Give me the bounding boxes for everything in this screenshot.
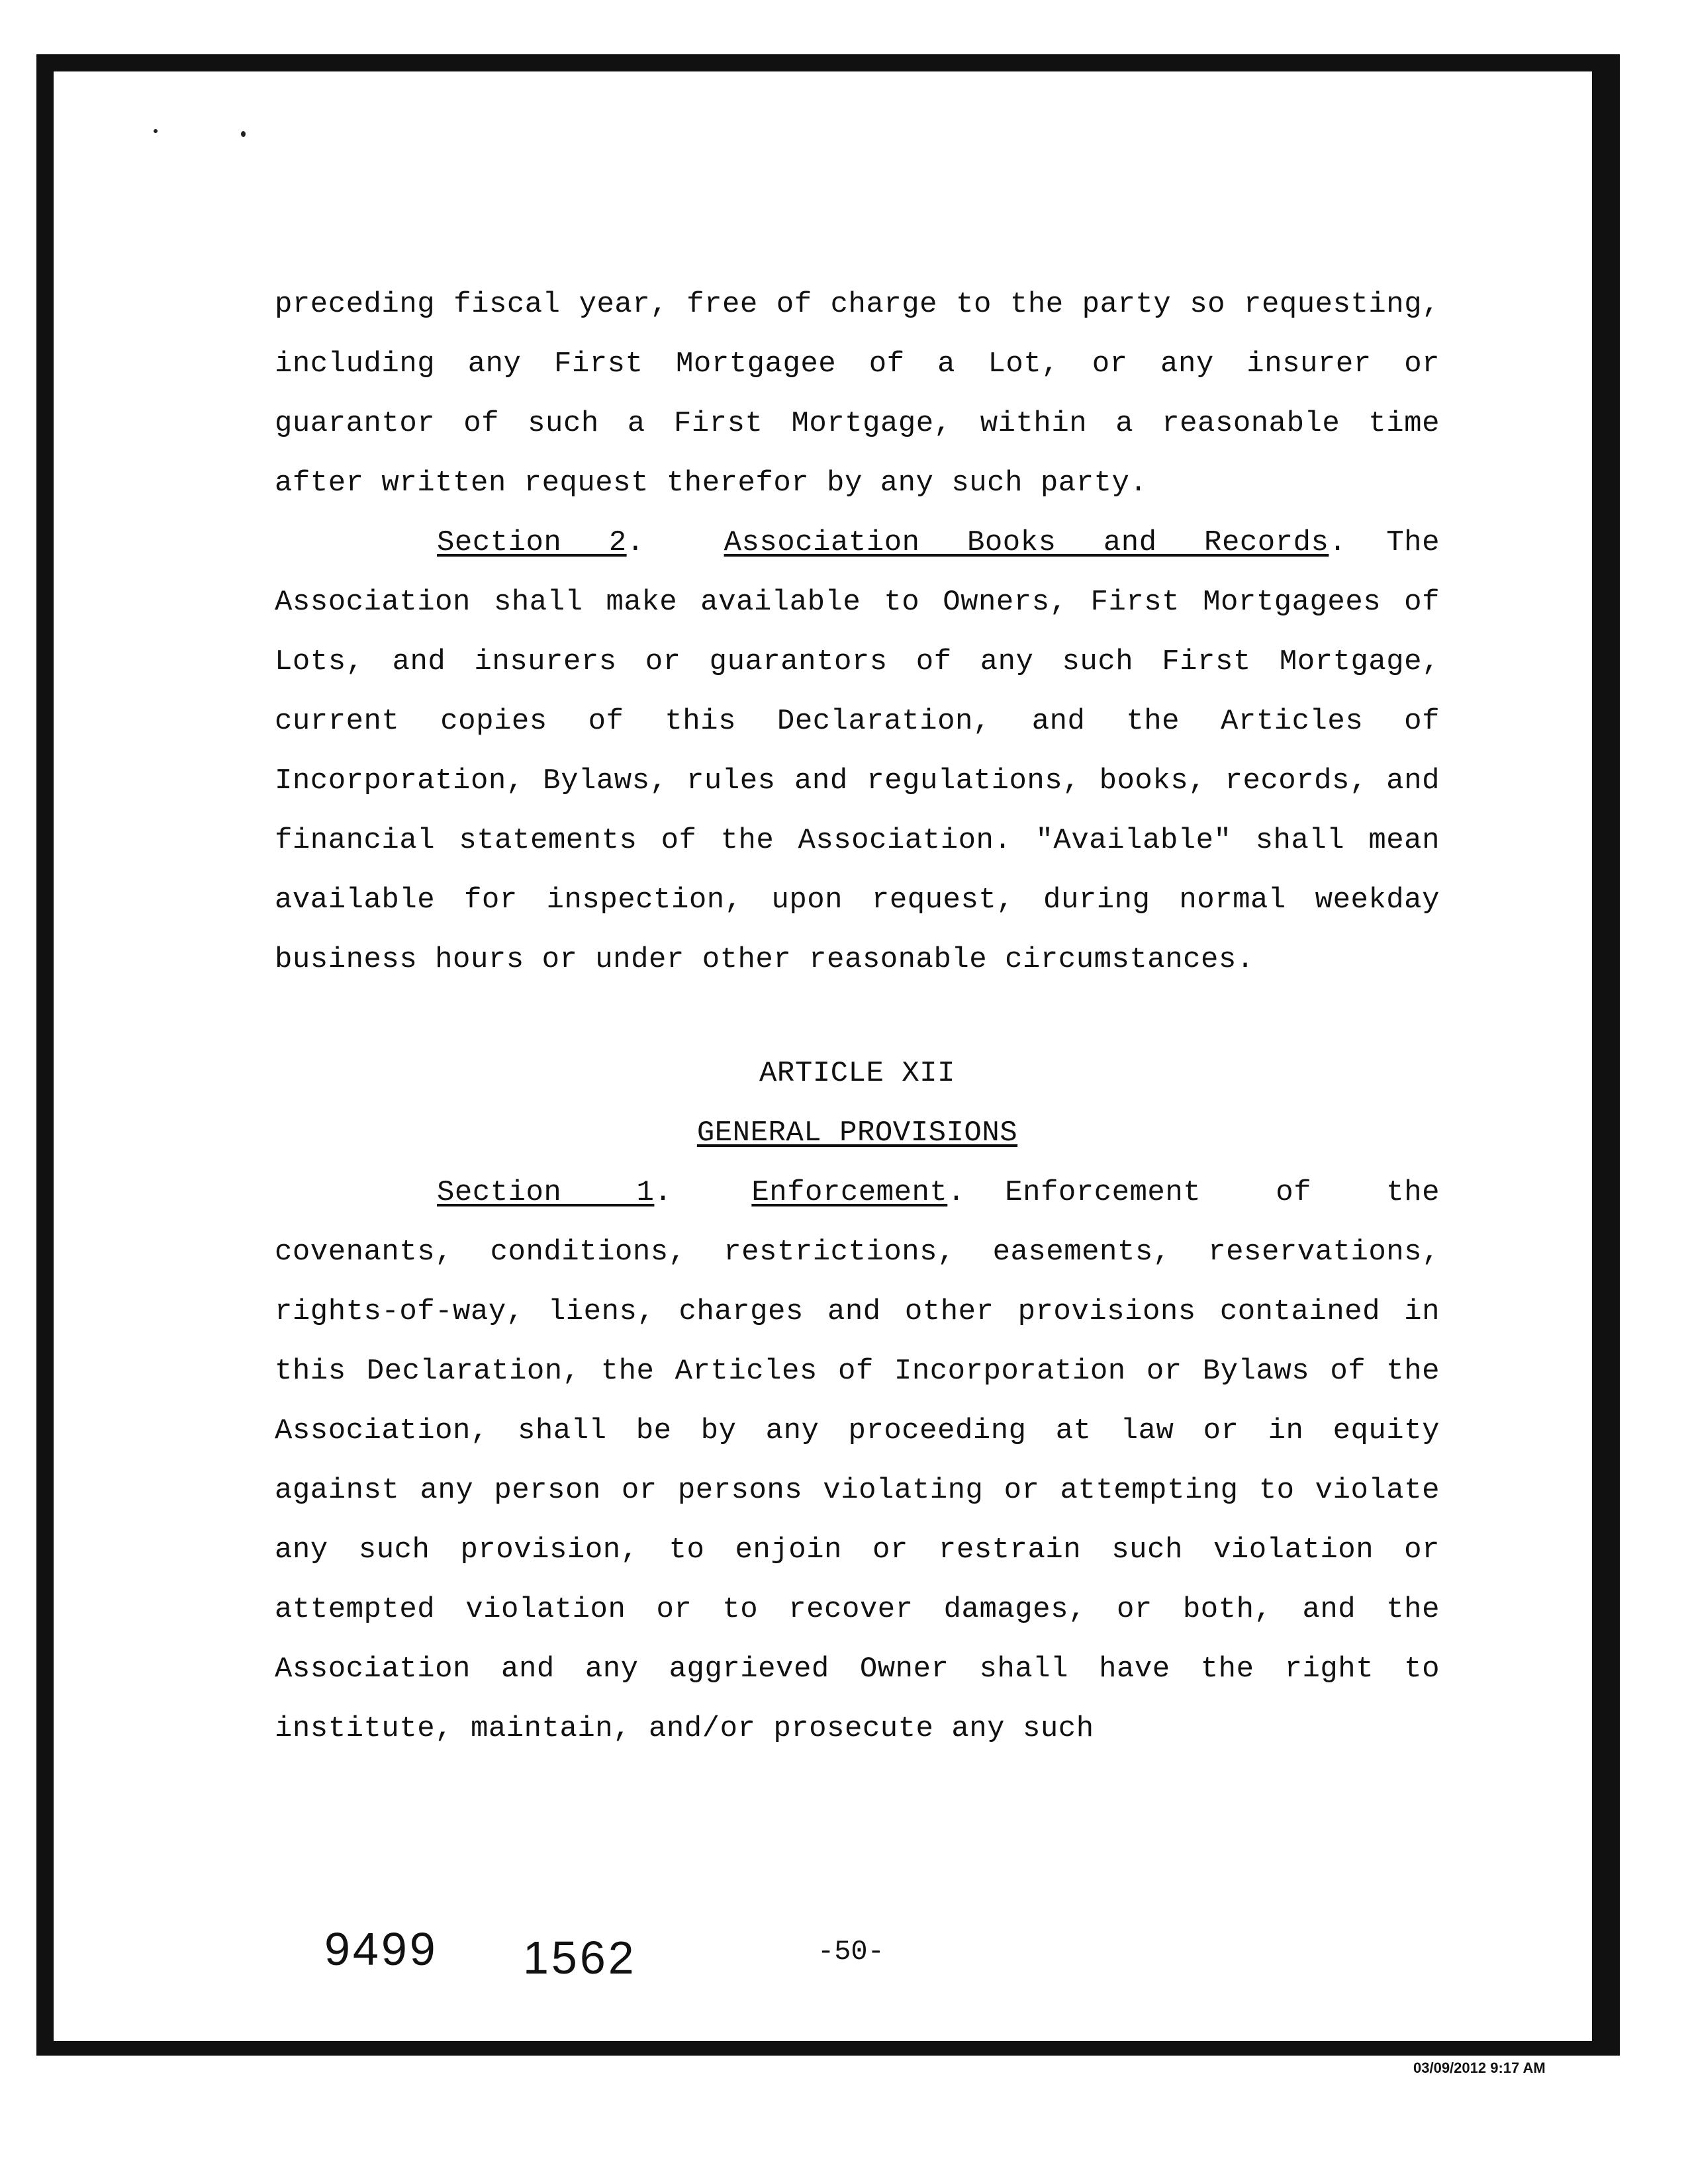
article-heading-block (275, 1044, 1440, 1163)
article-title (275, 1103, 1440, 1163)
article-title-text: GENERAL PROVISIONS (696, 1116, 1018, 1150)
print-timestamp: 03/09/2012 9:17 AM (1413, 2060, 1546, 2076)
section-1-paragraph: Section 1. Enforcement. Enforcement of the covenants, conditions, restrictions, easements, reservations, rights-of-way, liens, charges and other provisions contained in this Declaration, the Articles of Incorporation or Bylaws of the Association, shall be by any proceeding at law or in equity against any person or persons violating or attempting to violate any such provision, to enjoin or restrain such violation or attempted violation or to recover damages, or both, and the Association and any aggrieved Owner shall have the right to institute, maintain, and/or prosecute any such (275, 1176, 1440, 1745)
section-2-paragraph: Section 2. Association Books and Records. The Association shall make available to Owners, First Mortgagees of Lots, and insurers or guarantors of any such First Mortgage, current copies of this Declaration, and the Articles of Incorporation, Bylaws, rules and regulations, books, records, and financial statements of the Association. "Available" shall mean available for inspection, upon request, during normal weekday business hours or under other reasonable circumstances. (275, 526, 1440, 976)
document-body (275, 275, 1440, 1758)
section-1-title: Enforcement (751, 1176, 948, 1209)
recording-page-number: 1562 (523, 1932, 637, 1983)
recording-book-number: 9499 (324, 1923, 438, 1975)
section-2-text: The Association shall make available to Owners, First Mortgagees of Lots, and insurers or guarantors of any such First Mortgage, current copies of this Declaration, and the Articles of Incorporation, Bylaws, rules and regulations, books, records, and financial statements of the Association. "Available" shall mean available for inspection, upon request, during normal weekday business hours or under other reasonable circumstances. (275, 526, 1440, 976)
section-1-text: Enforcement of the covenants, conditions, restrictions, easements, reservations, rights-of-way, liens, charges and other provisions contained in this Declaration, the Articles of Incorporation or Bylaws of the Association, shall be by any proceeding at law or in equity against any person or persons violating or attempting to violate any such provision, to enjoin or restrain such violation or attempted violation or to recover damages, or both, and the Association and any aggrieved Owner shall have the right to institute, maintain, and/or prosecute any such (275, 1176, 1440, 1745)
paragraph-fiscal-year: preceding fiscal year, free of charge to the party so requesting, including any First Mortgagee of a Lot, or any insurer or guarantor of such a First Mortgage, within a reasonable time after written request therefor by any such party. (275, 288, 1440, 500)
page-number: -50- (818, 1936, 884, 1968)
article-number: ARTICLE XII (759, 1057, 955, 1090)
scan-speck (154, 129, 158, 133)
section-2-title: Association Books and Records (724, 526, 1329, 559)
section-1-label: Section 1 (437, 1176, 655, 1209)
scan-speck (241, 131, 246, 137)
section-2-label: Section 2 (437, 526, 627, 559)
